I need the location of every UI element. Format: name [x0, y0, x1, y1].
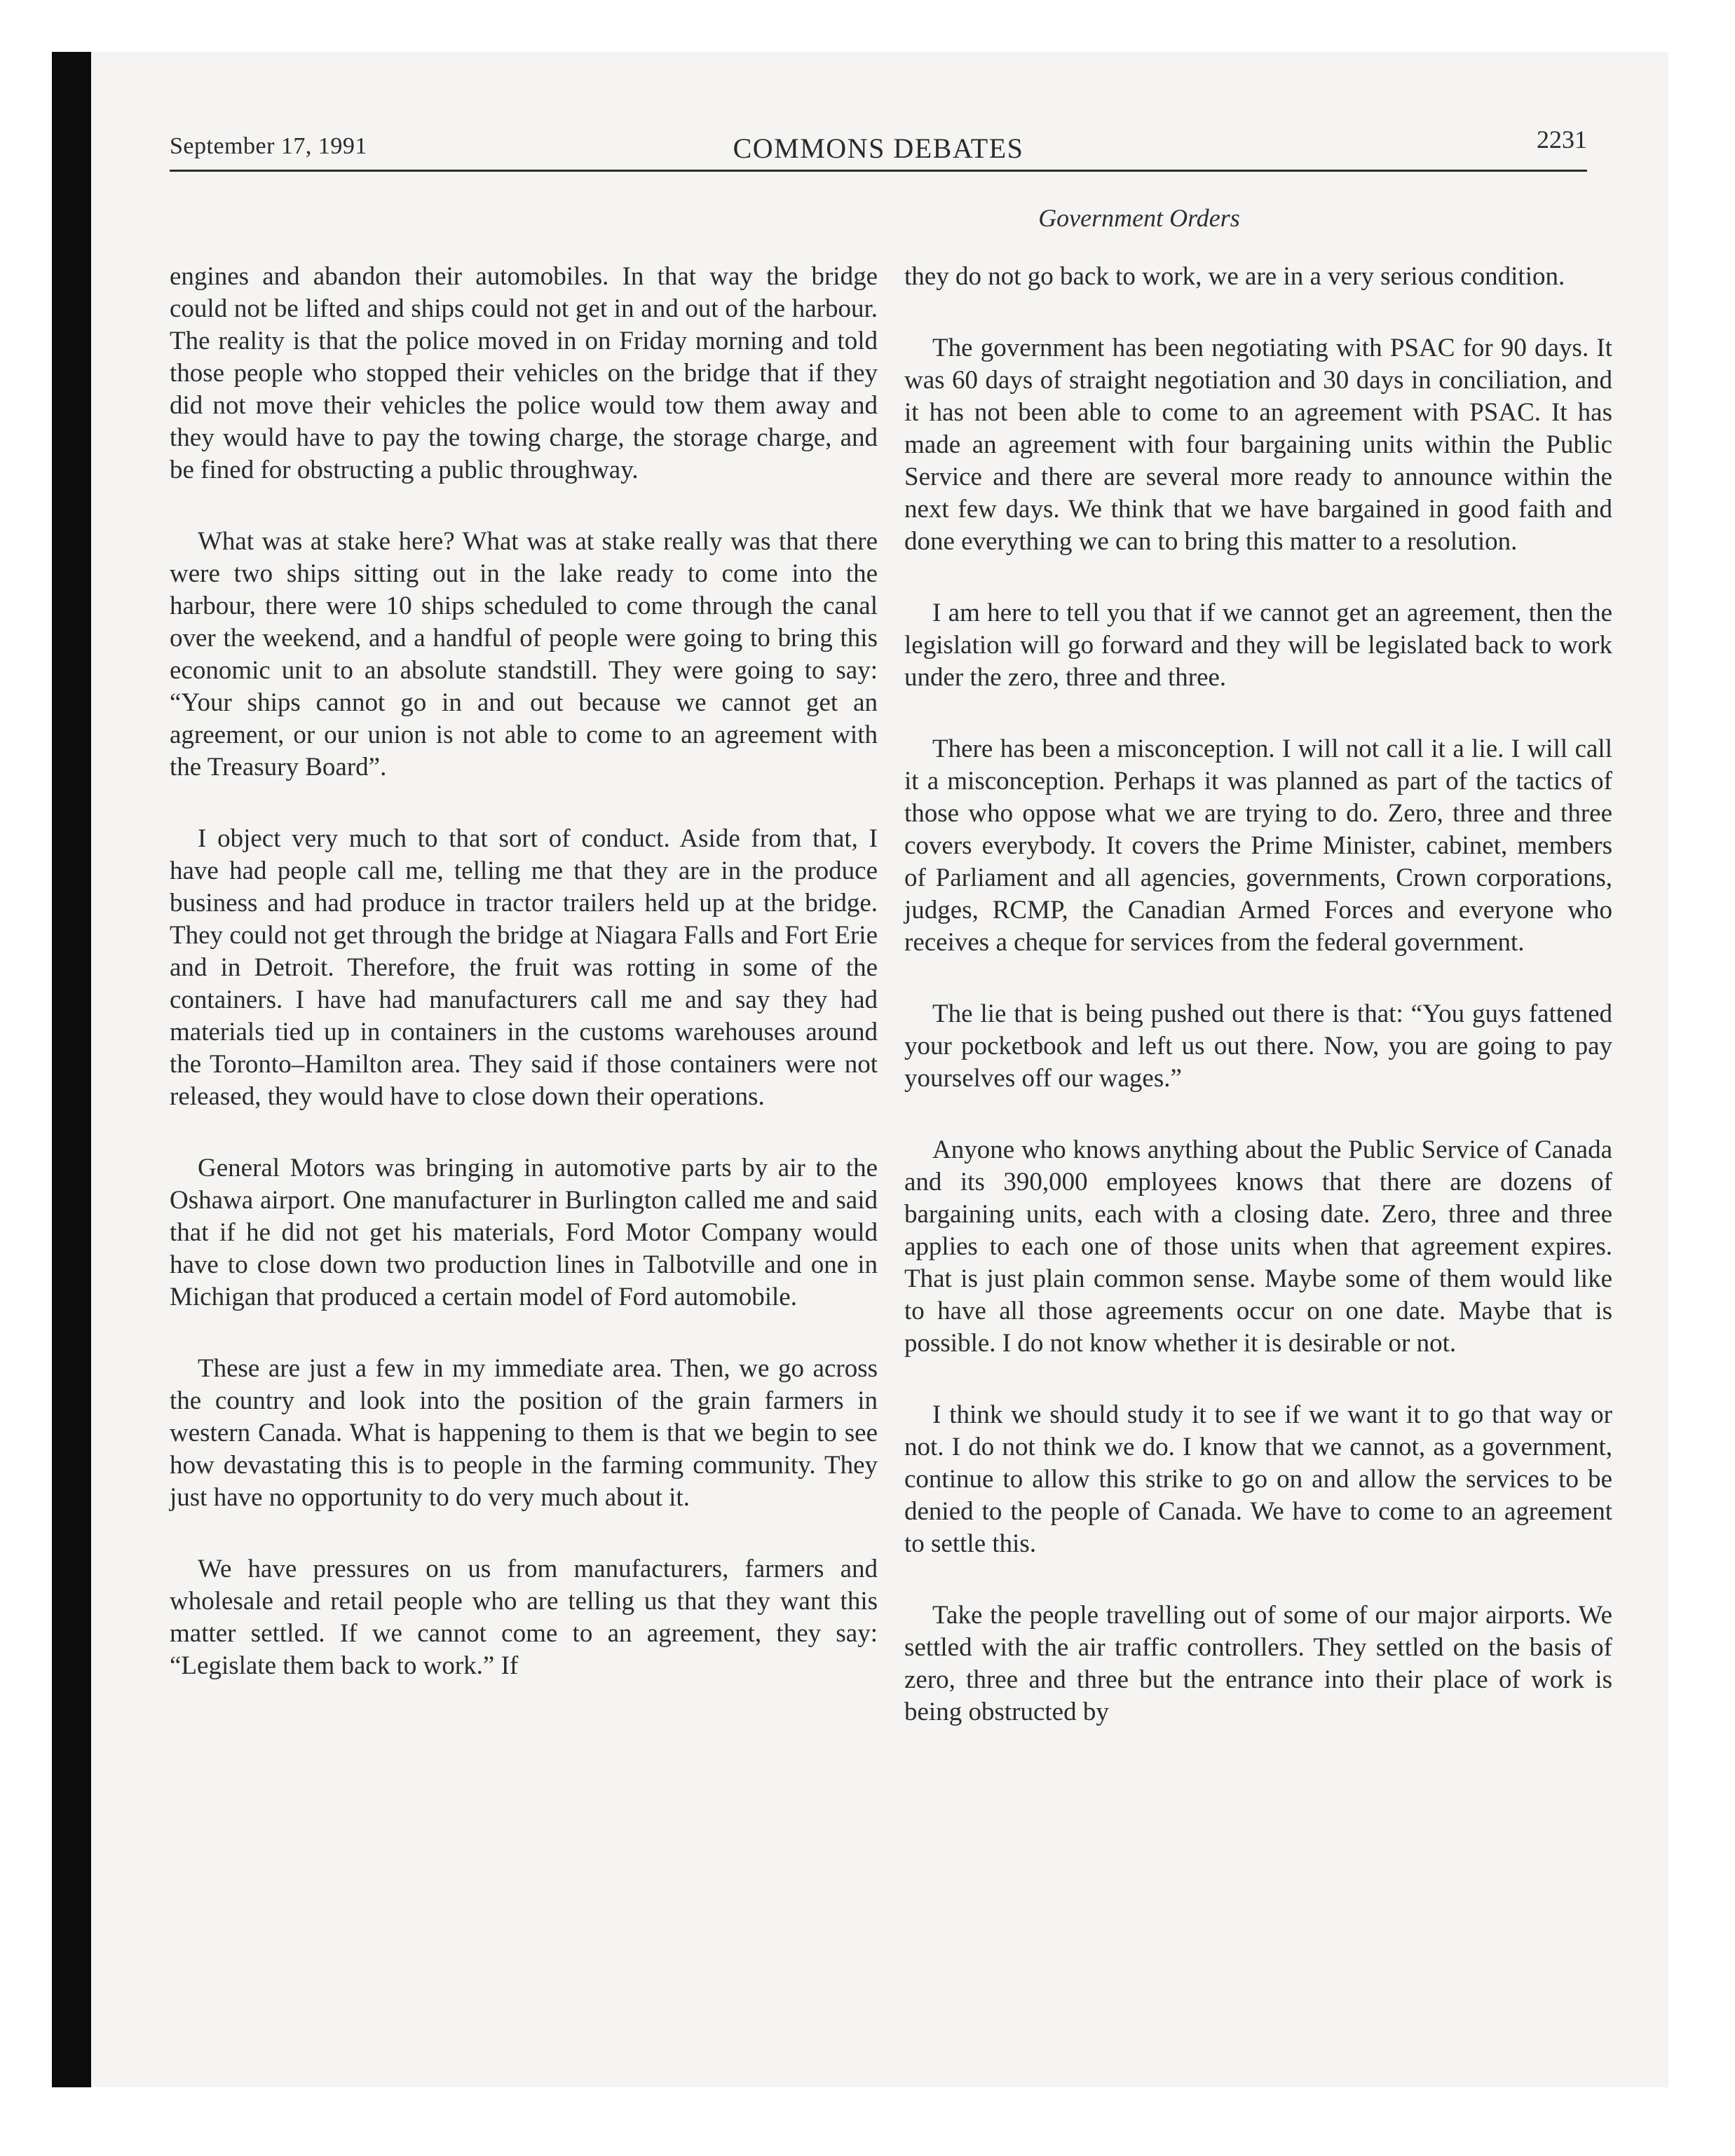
paragraph: Take the people travelling out of some of our major airports. We settled with the air traffic controllers. They settled on the basis of zero, three and three but the entrance into their place of work is being obstructed by — [904, 1601, 1612, 1726]
paragraph: Anyone who knows anything about the Public Service of Canada and its 390,000 employees knows that there are dozens of bargaining units, each with a closing date. Zero, three and three applies to each one of those units when that agreement expires. That is just plain common sense. Maybe some of them would like to have all those agreements occur on one date. Maybe that is possible. I do not know whether it is desirable or not. — [904, 1135, 1612, 1358]
paragraph: There has been a misconception. I will not call it a lie. I will call it a misconception. Perhaps it was planned as part of the tactics of those who oppose what we are trying to do. Zero, three and three covers everybody. It covers the Prime Minister, cabinet, members of Parliament and all agencies, governments, Crown corporations, judges, RCMP, the Canadian Armed Forces and everyone who receives a cheque for services from the federal government. — [904, 735, 1612, 957]
right-column — [904, 261, 1612, 1768]
page-number: 2231 — [1537, 125, 1587, 153]
paragraph: What was at stake here? What was at stake really was that there were two ships sitting out in the lake ready to come into the harbour, there were 10 ships scheduled to come through the canal over the weekend, and a handful of people were going to bring this economic unit to an absolute standstill. They were going to say: “Your ships cannot go in and out because we cannot get an agreement, or our union is not able to come to an agreement with the Treasury Board”. — [170, 527, 878, 782]
paragraph: they do not go back to work, we are in a very serious condition. — [904, 262, 1565, 291]
paragraph: engines and abandon their automobiles. In that way the bridge could not be lifted and ships could not get in and out of the harbour. The reality is that the police moved in on Friday morning and told those people who stopped their vehicles on the bridge that if they did not move their vehicles the police would tow them away and they would have to pay the towing charge, the storage charge, and be fined for obstructing a public throughway. — [170, 262, 878, 484]
paragraph: The government has been negotiating with PSAC for 90 days. It was 60 days of straight negotiation and 30 days in conciliation, and it has not been able to come to an agreement with PSAC. It has made an agreement with four bargaining units within the Public Service and there are several more ready to announce within the next few days. We think that we have bargained in good faith and done everything we can to bring this matter to a resolution. — [904, 334, 1612, 556]
paragraph: General Motors was bringing in automotive parts by air to the Oshawa airport. One manufacturer in Burlington called me and said that if he did not get his materials, Ford Motor Company would have to close down two production lines in Talbotville and one in Michigan that produced a certain model of Ford automobile. — [170, 1154, 878, 1311]
header-title: COMMONS DEBATES — [733, 132, 1024, 164]
left-column — [170, 261, 878, 1721]
running-header — [170, 125, 1587, 172]
paragraph: The lie that is being pushed out there is that: “You guys fattened your pocketbook and left us out there. Now, you are going to pay yourselves off our wages.” — [904, 999, 1612, 1093]
paragraph: I think we should study it to see if we want it to go that way or not. I do not think we do. I know that we cannot, as a government, continue to allow this strike to go on and allow the services to be denied to the people of Canada. We have to come to an agreement to settle this. — [904, 1400, 1612, 1558]
header-date: September 17, 1991 — [170, 133, 367, 159]
paragraph: We have pressures on us from manufacturers, farmers and wholesale and retail people who are telling us that they want this matter settled. If we cannot come to an agreement, they say: “Legislate them back to work.” If — [170, 1555, 878, 1680]
paragraph: These are just a few in my immediate area. Then, we go across the country and look into the position of the grain farmers in western Canada. What is happening to them is that we begin to see how devastating this is to people in the farming community. They just have no opportunity to do very much about it. — [170, 1354, 878, 1512]
paragraph: I am here to tell you that if we cannot get an agreement, then the legislation will go forward and they will be legislated back to work under the zero, three and three. — [904, 599, 1612, 692]
scan-edge-bar — [52, 52, 91, 2087]
paragraph: I object very much to that sort of conduct. Aside from that, I have had people call me, telling me that they are in the produce business and had produce in tractor trailers held up at the bridge. They could not get through the bridge at Niagara Falls and Fort Erie and in Detroit. Therefore, the fruit was rotting in some of the containers. I have had manufacturers call me and say they had materials tied up in containers in the customs warehouses around the Toronto–Hamilton area. They said if those containers were not released, they would have to close down their operations. — [170, 824, 878, 1111]
section-label: Government Orders — [1038, 204, 1240, 232]
